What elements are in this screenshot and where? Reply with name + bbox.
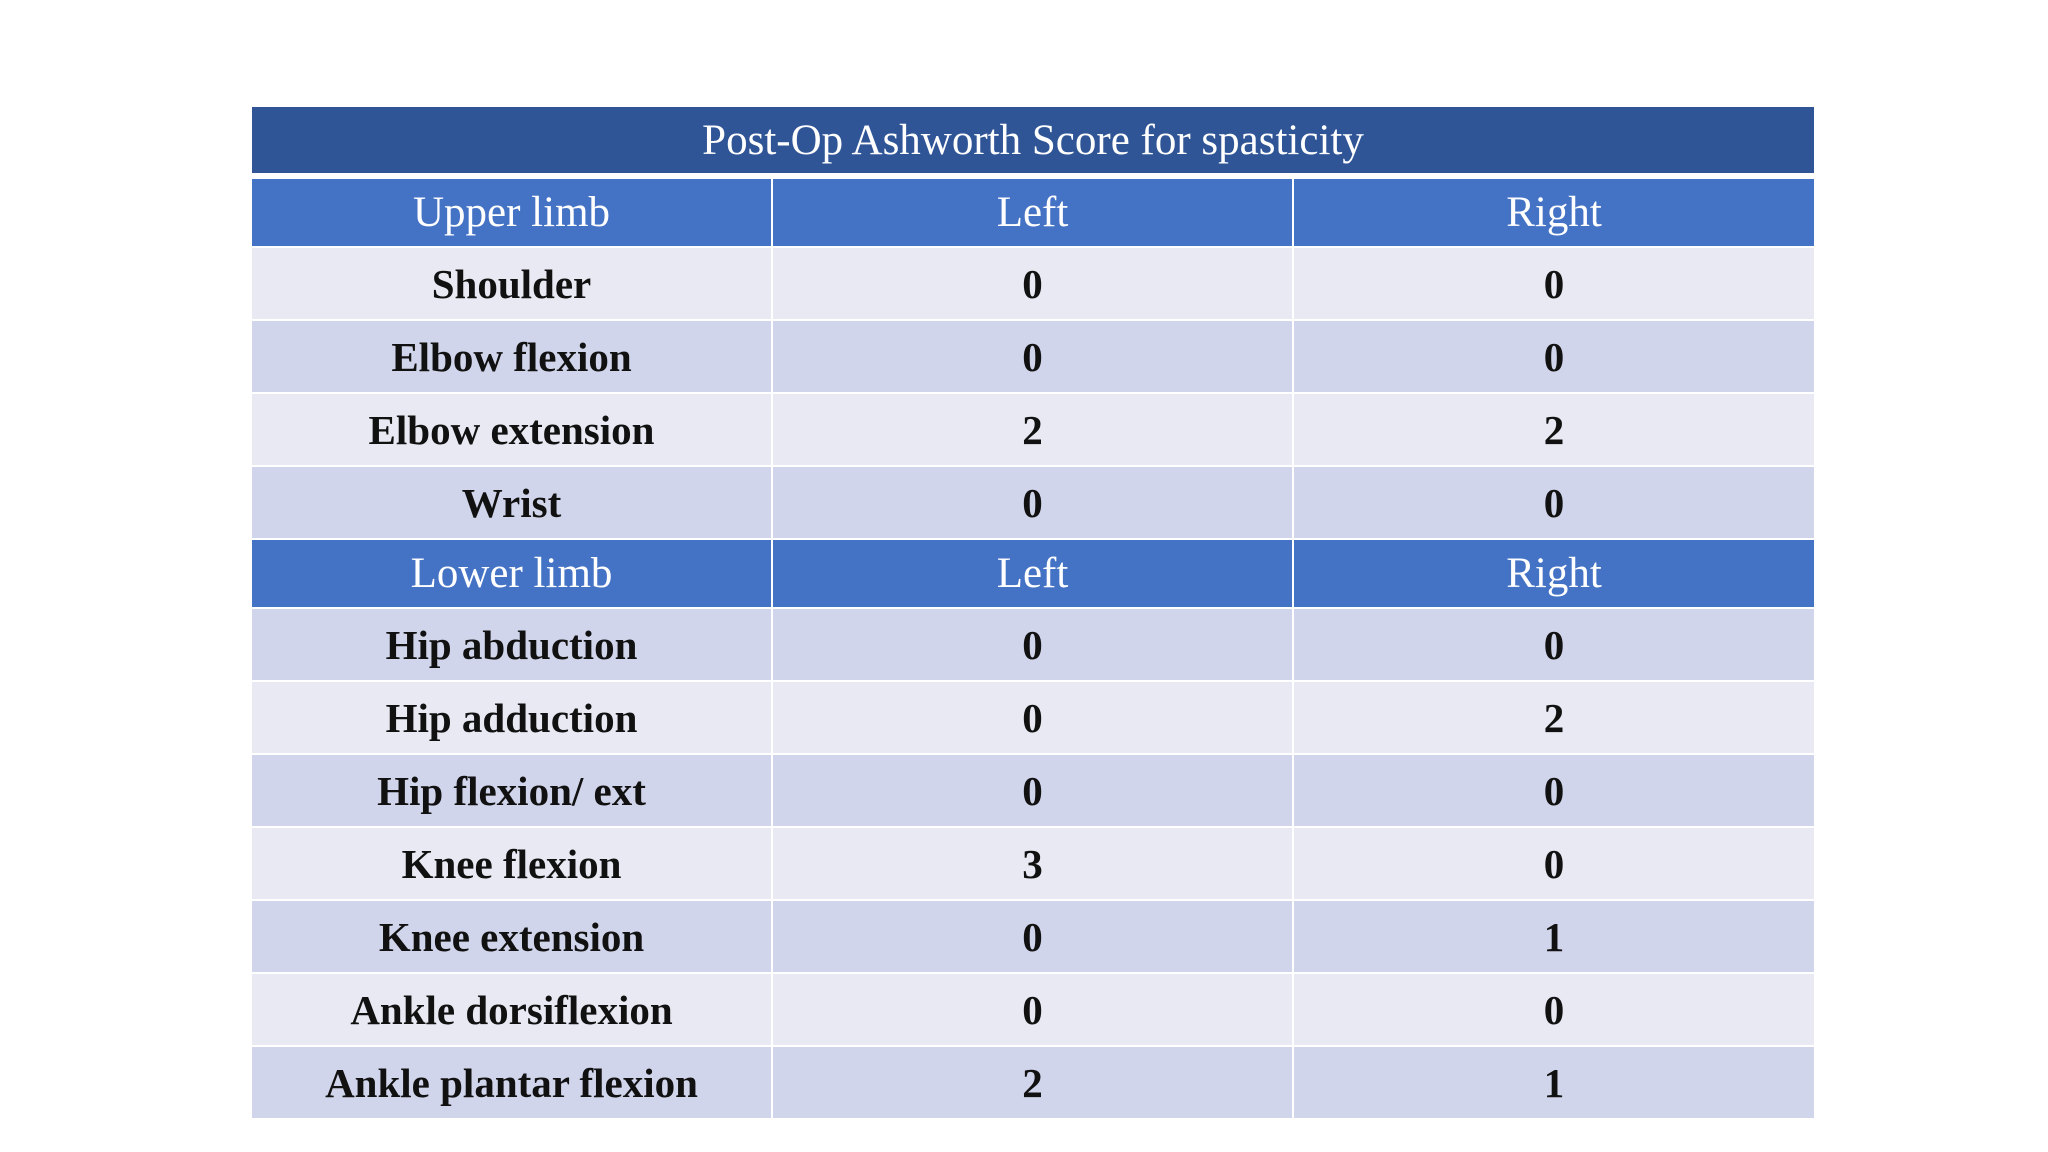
header-cell: Right [1293,539,1814,608]
table-row [252,900,1814,973]
left-value: 0 [772,754,1293,827]
right-value: 1 [1293,1046,1814,1119]
section-header-upper-limb [252,176,1814,247]
section-header-lower-limb [252,539,1814,608]
right-value: 0 [1293,466,1814,539]
right-value: 0 [1293,320,1814,393]
row-label: Hip flexion/ ext [252,754,772,827]
left-value: 0 [772,973,1293,1046]
right-value: 0 [1293,754,1814,827]
table-title-row [252,107,1814,176]
header-cell: Left [772,176,1293,247]
table-row [252,466,1814,539]
left-value: 0 [772,466,1293,539]
left-value: 3 [772,827,1293,900]
table-row [252,1046,1814,1119]
left-value: 0 [772,608,1293,681]
row-label: Shoulder [252,247,772,320]
right-value: 0 [1293,973,1814,1046]
row-label: Ankle plantar flexion [252,1046,772,1119]
table-row [252,973,1814,1046]
row-label: Elbow extension [252,393,772,466]
row-label: Ankle dorsiflexion [252,973,772,1046]
table-title: Post-Op Ashworth Score for spasticity [252,107,1814,176]
row-label: Hip adduction [252,681,772,754]
row-label: Elbow flexion [252,320,772,393]
right-value: 1 [1293,900,1814,973]
table-row [252,393,1814,466]
row-label: Hip abduction [252,608,772,681]
left-value: 0 [772,247,1293,320]
table-row [252,320,1814,393]
header-cell: Right [1293,176,1814,247]
table-row [252,247,1814,320]
header-cell: Upper limb [252,176,772,247]
table-row [252,754,1814,827]
left-value: 0 [772,681,1293,754]
left-value: 0 [772,320,1293,393]
left-value: 0 [772,900,1293,973]
right-value: 0 [1293,608,1814,681]
ashworth-score-table [252,107,1814,1120]
right-value: 0 [1293,247,1814,320]
right-value: 0 [1293,827,1814,900]
header-cell: Left [772,539,1293,608]
right-value: 2 [1293,681,1814,754]
right-value: 2 [1293,393,1814,466]
left-value: 2 [772,1046,1293,1119]
table-row [252,608,1814,681]
table-row [252,681,1814,754]
row-label: Wrist [252,466,772,539]
table-row [252,827,1814,900]
row-label: Knee extension [252,900,772,973]
left-value: 2 [772,393,1293,466]
row-label: Knee flexion [252,827,772,900]
header-cell: Lower limb [252,539,772,608]
